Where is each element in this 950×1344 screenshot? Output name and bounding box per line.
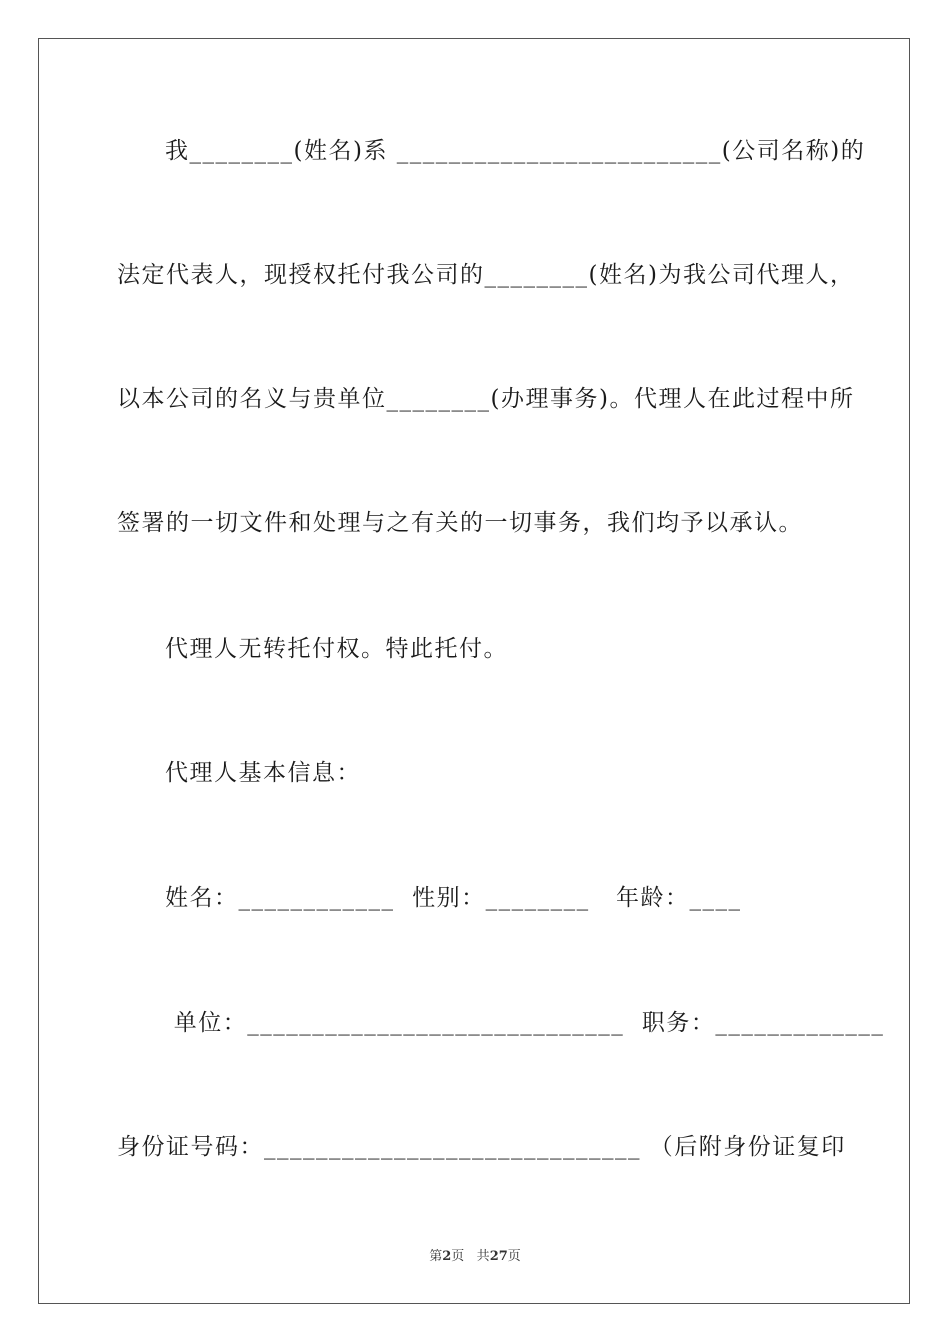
paragraph-no-transfer: 代理人无转托付权。特此托付。 <box>165 636 508 662</box>
agent-name-gender-age: 姓名：____________ 性别：________ 年龄：____ <box>165 885 742 911</box>
paragraph-line-1: 我________(姓名)系 _________________________(公司名称)的 <box>165 138 866 164</box>
page-border <box>38 38 910 1304</box>
paragraph-line-4: 签署的一切文件和处理与之有关的一切事务，我们均予以承认。 <box>117 510 803 536</box>
agent-info-heading: 代理人基本信息： <box>165 760 361 786</box>
page-current: 2 <box>442 1249 452 1264</box>
page-prefix: 第 <box>429 1249 443 1264</box>
total-suffix: 页 <box>507 1249 521 1264</box>
page-total: 27 <box>489 1249 508 1264</box>
page-suffix: 页 <box>451 1249 465 1264</box>
agent-id-number: 身份证号码：_____________________________ （后附身份证复印 <box>117 1134 846 1160</box>
paragraph-line-3: 以本公司的名义与贵单位________(办理事务)。代理人在此过程中所 <box>117 386 855 412</box>
page-footer <box>0 1248 950 1266</box>
total-prefix: 共 <box>476 1249 490 1264</box>
paragraph-line-2: 法定代表人，现授权托付我公司的________(姓名)为我公司代理人， <box>117 262 855 288</box>
agent-unit-position: 单位：_____________________________ 职务：_____________ <box>165 1010 885 1036</box>
